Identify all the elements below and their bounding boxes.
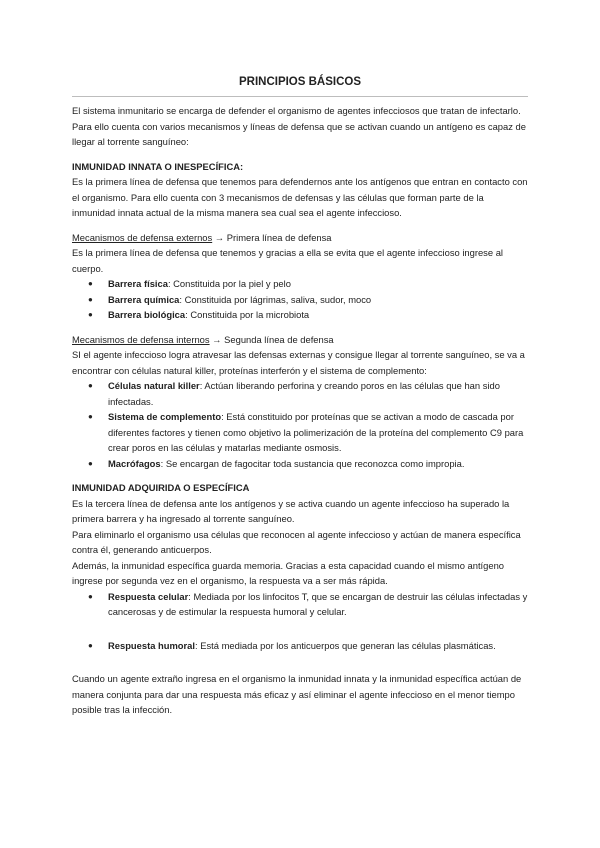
bullet-icon: ● (88, 279, 93, 288)
externos-subheading (72, 230, 528, 246)
list-item-desc: : Constituida por la microbiota (185, 309, 310, 320)
adquirida-paragraph-2: Para eliminarlo el organismo usa células que reconocen al agente infeccioso y actúan de manera específica contra él, generando anticuerpos. (72, 528, 521, 555)
externos-paragraph: Es la primera línea de defensa que tenemos y gracias a ella se evita que el agente infeccioso ingrese al cuerpo. (72, 247, 503, 274)
list-item-desc: : Se encargan de fagocitar toda sustancia que reconozca como impropia. (160, 457, 465, 469)
internos-subheading-rest: → Segunda línea de defensa (209, 333, 334, 345)
list-item (72, 409, 528, 456)
innata-paragraph: Es la primera línea de defensa que tenemos para defendernos ante los antígenos que entran en contacto con el organismo. Para ello cuenta con 3 mecanismos de defensas y las células que forman parte de la inmunidad innata actual de la misma manera sea cual sea el agente infeccioso. (72, 176, 528, 218)
list-item-desc: : Constituida por la piel y pelo (167, 278, 291, 289)
list-item-term: Respuesta humoral (108, 639, 196, 651)
bullet-icon: ● (88, 381, 93, 390)
list-item-desc: : Está constituido por proteínas que se activan a modo de cascada por diferentes factores y tienen como objetivo la polimerización de la proteína del complemento C9 para crear poros en las células y matarlas mediante osmosis. (108, 411, 524, 453)
list-item (72, 378, 528, 409)
adquirida-list-2 (72, 638, 528, 654)
list-item (72, 589, 528, 620)
bullet-icon: ● (88, 591, 93, 601)
list-item-desc: : Actúan liberando perforina y creando poros en las células que han sido infectadas. (108, 380, 500, 407)
list-item (72, 638, 528, 654)
list-item (72, 456, 528, 472)
list-item-desc: : Está mediada por los anticuerpos que generan las células plasmáticas. (195, 639, 496, 651)
bullet-icon: ● (88, 412, 93, 421)
internos-subheading (72, 332, 528, 348)
bullet-icon: ● (88, 294, 93, 304)
internos-list (72, 378, 528, 471)
list-item-term: Macrófagos (108, 457, 161, 469)
internos-subheading-underlined: Mecanismos de defensa internos (72, 333, 210, 345)
page-title: PRINCIPIOS BÁSICOS (238, 76, 362, 88)
adquirida-paragraph-1: Es la tercera línea de defensa ante los antígenos y se activa cuando un agente infeccioso ha superado la primera barrera y ha ingresado al torrente sanguíneo. (72, 497, 510, 524)
adquirida-list-1 (72, 589, 528, 620)
intro-paragraph: El sistema inmunitario se encarga de defender el organismo de agentes infecciosos que tratan de infectarlo. Para ello cuenta con varios mecanismos y líneas de defensa que se activan cuando un antígeno es capaz de llegar al torrente sanguíneo: (72, 105, 526, 147)
list-item-term: Barrera física (108, 278, 168, 289)
innata-heading: INMUNIDAD INNATA O INESPECÍFICA: (72, 160, 244, 172)
adquirida-heading: INMUNIDAD ADQUIRIDA O ESPECÍFICA (72, 482, 250, 493)
list-item-term: Sistema de complemento (108, 411, 222, 422)
list-item-term: Barrera química (108, 293, 180, 305)
bullet-icon: ● (88, 458, 93, 468)
externos-list (72, 276, 528, 323)
list-item-term: Respuesta celular (108, 590, 189, 602)
bullet-icon: ● (88, 640, 93, 650)
title-divider (72, 96, 528, 97)
conclusion-paragraph: Cuando un agente extraño ingresa en el organismo la inmunidad innata y la inmunidad específica actúan de manera conjunta para dar una respuesta más eficaz y así eliminar el agente infeccioso en el menor tiempo posible tras la infección. (72, 673, 522, 715)
externos-subheading-rest: → Primera línea de defensa (212, 231, 332, 243)
list-item (72, 292, 528, 308)
adquirida-paragraph-3: Además, la inmunidad específica guarda memoria. Gracias a esta capacidad cuando el mismo antígeno ingrese por segunda vez en el organismo, la respuesta va a ser más rápida. (72, 559, 505, 586)
bullet-icon: ● (88, 310, 93, 319)
list-item-term: Células natural killer (108, 380, 200, 391)
list-item (72, 307, 528, 323)
list-item-desc: : Mediada por los linfocitos T, que se encargan de destruir las células infectadas y cancerosas y de estimular la respuesta humoral y celular. (108, 590, 528, 617)
document-body (72, 74, 528, 718)
externos-subheading-underlined: Mecanismos de defensa externos (72, 231, 213, 243)
list-item-term: Barrera biológica (108, 309, 186, 320)
list-item (72, 276, 528, 292)
list-item-desc: : Constituida por lágrimas, saliva, sudor, moco (179, 293, 372, 305)
internos-paragraph: SI el agente infeccioso logra atravesar las defensas externas y consigue llegar al torrente sanguíneo, se va a encontrar con células natural killer, proteínas interferón y el sistema de complemento: (72, 349, 525, 376)
